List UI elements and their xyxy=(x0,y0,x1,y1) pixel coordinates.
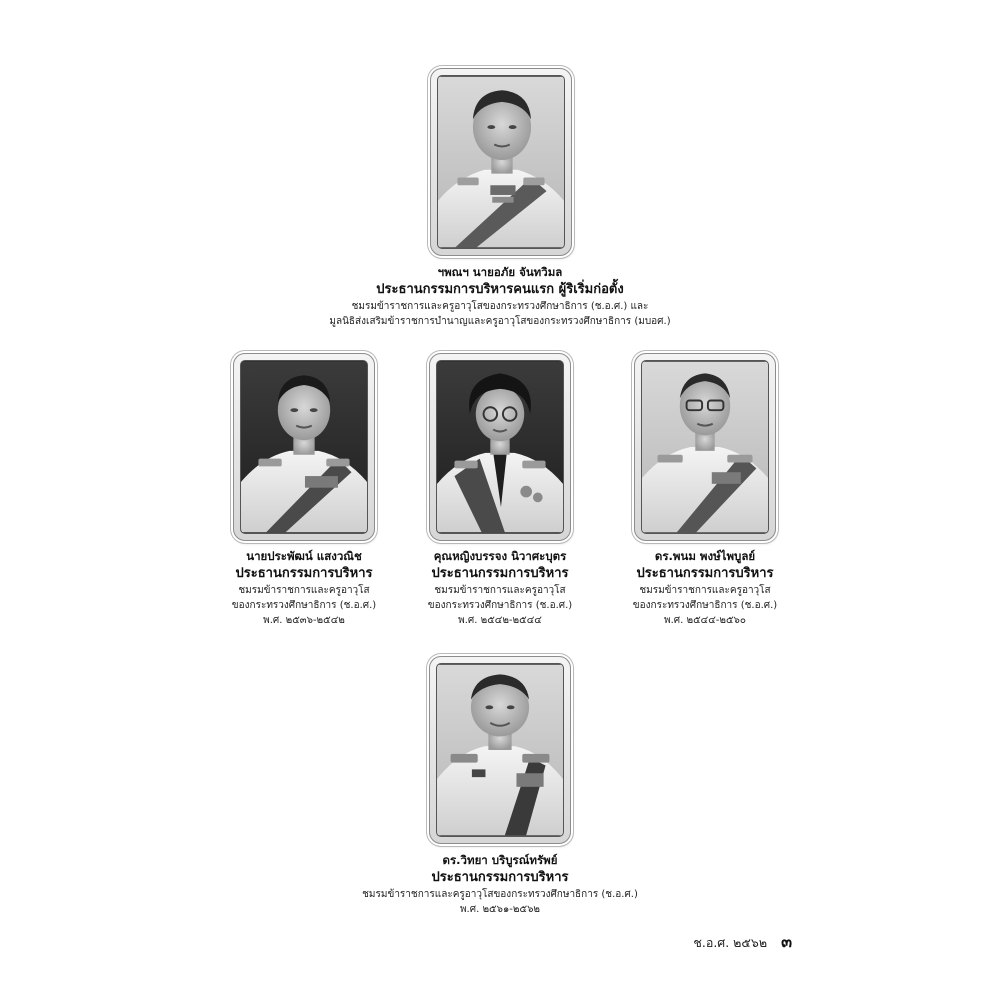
current-chair-photo-image xyxy=(437,664,563,836)
chair-org-line1-1: ชมรมข้าราชการและครูอาวุโส xyxy=(238,585,370,596)
chair-photo-2-image xyxy=(437,361,563,533)
page-number: ๓ xyxy=(781,932,792,951)
chair-role-2: ประธานกรรมการบริหาร xyxy=(431,566,569,581)
page-footer xyxy=(668,930,792,955)
current-chair-role: ประธานกรรมการบริหาร xyxy=(431,870,569,885)
current-chair-org-line1: ชมรมข้าราชการและครูอาวุโสของกระทรวงศึกษาธิการ (ช.อ.ศ.) xyxy=(362,889,638,900)
chair-org-line2-2: ของกระทรวงศึกษาธิการ (ช.อ.ศ.) xyxy=(427,600,573,611)
chair-photo-2 xyxy=(436,360,564,534)
chair-caption-2 xyxy=(400,548,600,628)
footer-label: ช.อ.ศ. ๒๕๖๒ xyxy=(693,935,768,950)
founder-photo-image xyxy=(438,76,564,248)
chair-org-line2-1: ของกระทรวงศึกษาธิการ (ช.อ.ศ.) xyxy=(231,600,377,611)
current-chair-term: พ.ศ. ๒๕๖๑-๒๕๖๒ xyxy=(459,904,541,915)
chair-role-3: ประธานกรรมการบริหาร xyxy=(636,566,774,581)
chair-photo-3-image xyxy=(642,361,768,533)
founder-org-line2: มูลนิธิส่งเสริมข้าราชการบำนาญและครูอาวุโสของกระทรวงศึกษาธิการ (มบอศ.) xyxy=(329,316,671,327)
chair-org-line1-3: ชมรมข้าราชการและครูอาวุโส xyxy=(639,585,771,596)
chair-org-line1-2: ชมรมข้าราชการและครูอาวุโส xyxy=(434,585,566,596)
chair-portrait-3 xyxy=(634,353,776,541)
chair-portrait-2 xyxy=(429,353,571,541)
chair-term-3: พ.ศ. ๒๕๔๔-๒๕๖๐ xyxy=(664,615,746,626)
founder-photo xyxy=(437,75,565,249)
founder-name: ฯพณฯ นายอภัย จันทวิมล xyxy=(437,265,563,279)
chair-name-1: นายประพัฒน์ แสงวณิช xyxy=(246,549,362,563)
chair-term-1: พ.ศ. ๒๕๓๖-๒๕๔๒ xyxy=(263,615,345,626)
chair-role-1: ประธานกรรมการบริหาร xyxy=(235,566,373,581)
founder-org-line1: ชมรมข้าราชการและครูอาวุโสของกระทรวงศึกษาธิการ (ช.อ.ศ.) และ xyxy=(351,301,649,312)
chair-photo-1 xyxy=(240,360,368,534)
current-chair-photo xyxy=(436,663,564,837)
current-chair-portrait xyxy=(429,656,571,844)
current-chair-caption xyxy=(300,852,700,917)
chair-caption-1 xyxy=(204,548,404,628)
chair-photo-1-image xyxy=(241,361,367,533)
founder-role: ประธานกรรมการบริหารคนแรก ผู้ริเริ่มก่อตั้ง xyxy=(376,282,624,297)
chair-caption-3 xyxy=(605,548,805,628)
chair-photo-3 xyxy=(641,360,769,534)
chair-name-2: คุณหญิงบรรจง นิวาศะบุตร xyxy=(433,549,567,563)
chair-portrait-1 xyxy=(233,353,375,541)
chair-name-3: ดร.พนม พงษ์ไพบูลย์ xyxy=(654,549,756,563)
chair-org-line2-3: ของกระทรวงศึกษาธิการ (ช.อ.ศ.) xyxy=(632,600,778,611)
current-chair-name: ดร.วิทยา บริบูรณ์ทรัพย์ xyxy=(442,853,558,867)
founder-portrait xyxy=(430,68,572,256)
chair-term-2: พ.ศ. ๒๕๔๒-๒๕๔๔ xyxy=(458,615,542,626)
founder-caption xyxy=(300,264,700,329)
